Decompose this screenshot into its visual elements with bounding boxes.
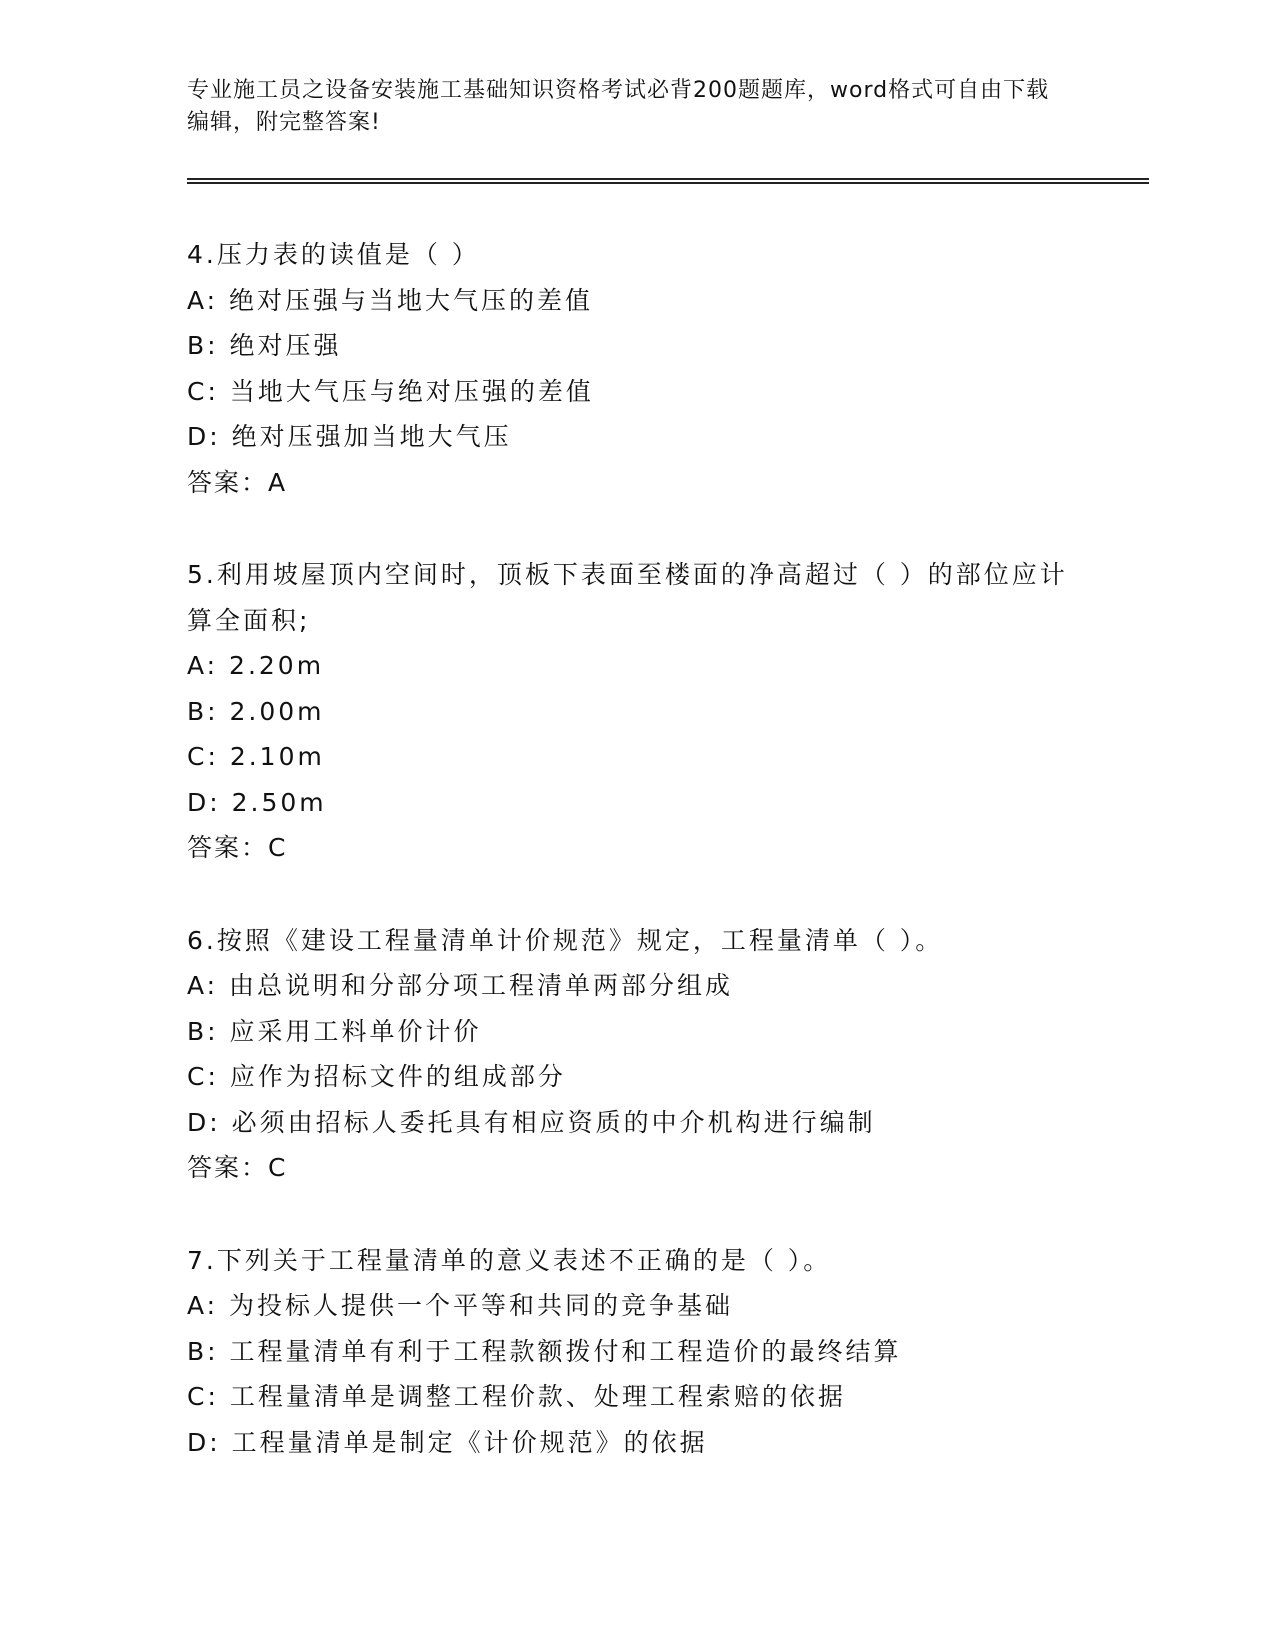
option-c: C: 2.10m xyxy=(187,742,325,771)
option-c: C: 当地大气压与绝对压强的差值 xyxy=(187,376,594,406)
option-a: A: 为投标人提供一个平等和共同的竞争基础 xyxy=(187,1291,734,1320)
question-stem: 5.利用坡屋顶内空间时，顶板下表面至楼面的净高超过（ ）的部位应计算全面积; xyxy=(187,560,1068,635)
option-d: D: 绝对压强加当地大气压 xyxy=(187,422,512,451)
answer-line: 答案：A xyxy=(187,467,288,497)
answer-line: 答案：C xyxy=(187,1153,288,1182)
option-b: B: 绝对压强 xyxy=(187,331,342,360)
question-stem: 7.下列关于工程量清单的意义表述不正确的是（ ）。 xyxy=(187,1245,832,1275)
question-4 xyxy=(187,232,1087,505)
divider-line-bottom xyxy=(187,182,1149,184)
question-stem: 6.按照《建设工程量清单计价规范》规定，工程量清单（ ）。 xyxy=(187,925,944,955)
option-c: C: 工程量清单是调整工程价款、处理工程索赔的依据 xyxy=(187,1382,846,1411)
option-b: B: 2.00m xyxy=(187,696,325,726)
option-b: B: 工程量清单有利于工程款额拨付和工程造价的最终结算 xyxy=(187,1336,902,1366)
header-divider xyxy=(187,178,1149,185)
option-d: D: 2.50m xyxy=(187,787,327,817)
option-b: B: 应采用工料单价计价 xyxy=(187,1016,482,1046)
question-7 xyxy=(187,1238,1087,1466)
option-a: A: 2.20m xyxy=(187,651,325,680)
option-d: D: 必须由招标人委托具有相应资质的中介机构进行编制 xyxy=(187,1107,876,1137)
question-list xyxy=(187,232,1087,1512)
question-stem: 4.压力表的读值是（ ） xyxy=(187,240,480,269)
question-6 xyxy=(187,918,1087,1191)
document-header: 专业施工员之设备安装施工基础知识资格考试必背200题题库，word格式可自由下载编辑，附完整答案! xyxy=(187,78,1050,135)
answer-line: 答案：C xyxy=(187,833,288,862)
option-d: D: 工程量清单是制定《计价规范》的依据 xyxy=(187,1427,708,1457)
option-a: A: 由总说明和分部分项工程清单两部分组成 xyxy=(187,971,734,1000)
divider-line-top xyxy=(187,178,1149,180)
option-a: A: 绝对压强与当地大气压的差值 xyxy=(187,285,594,315)
question-5 xyxy=(187,552,1087,871)
option-c: C: 应作为招标文件的组成部分 xyxy=(187,1062,566,1091)
